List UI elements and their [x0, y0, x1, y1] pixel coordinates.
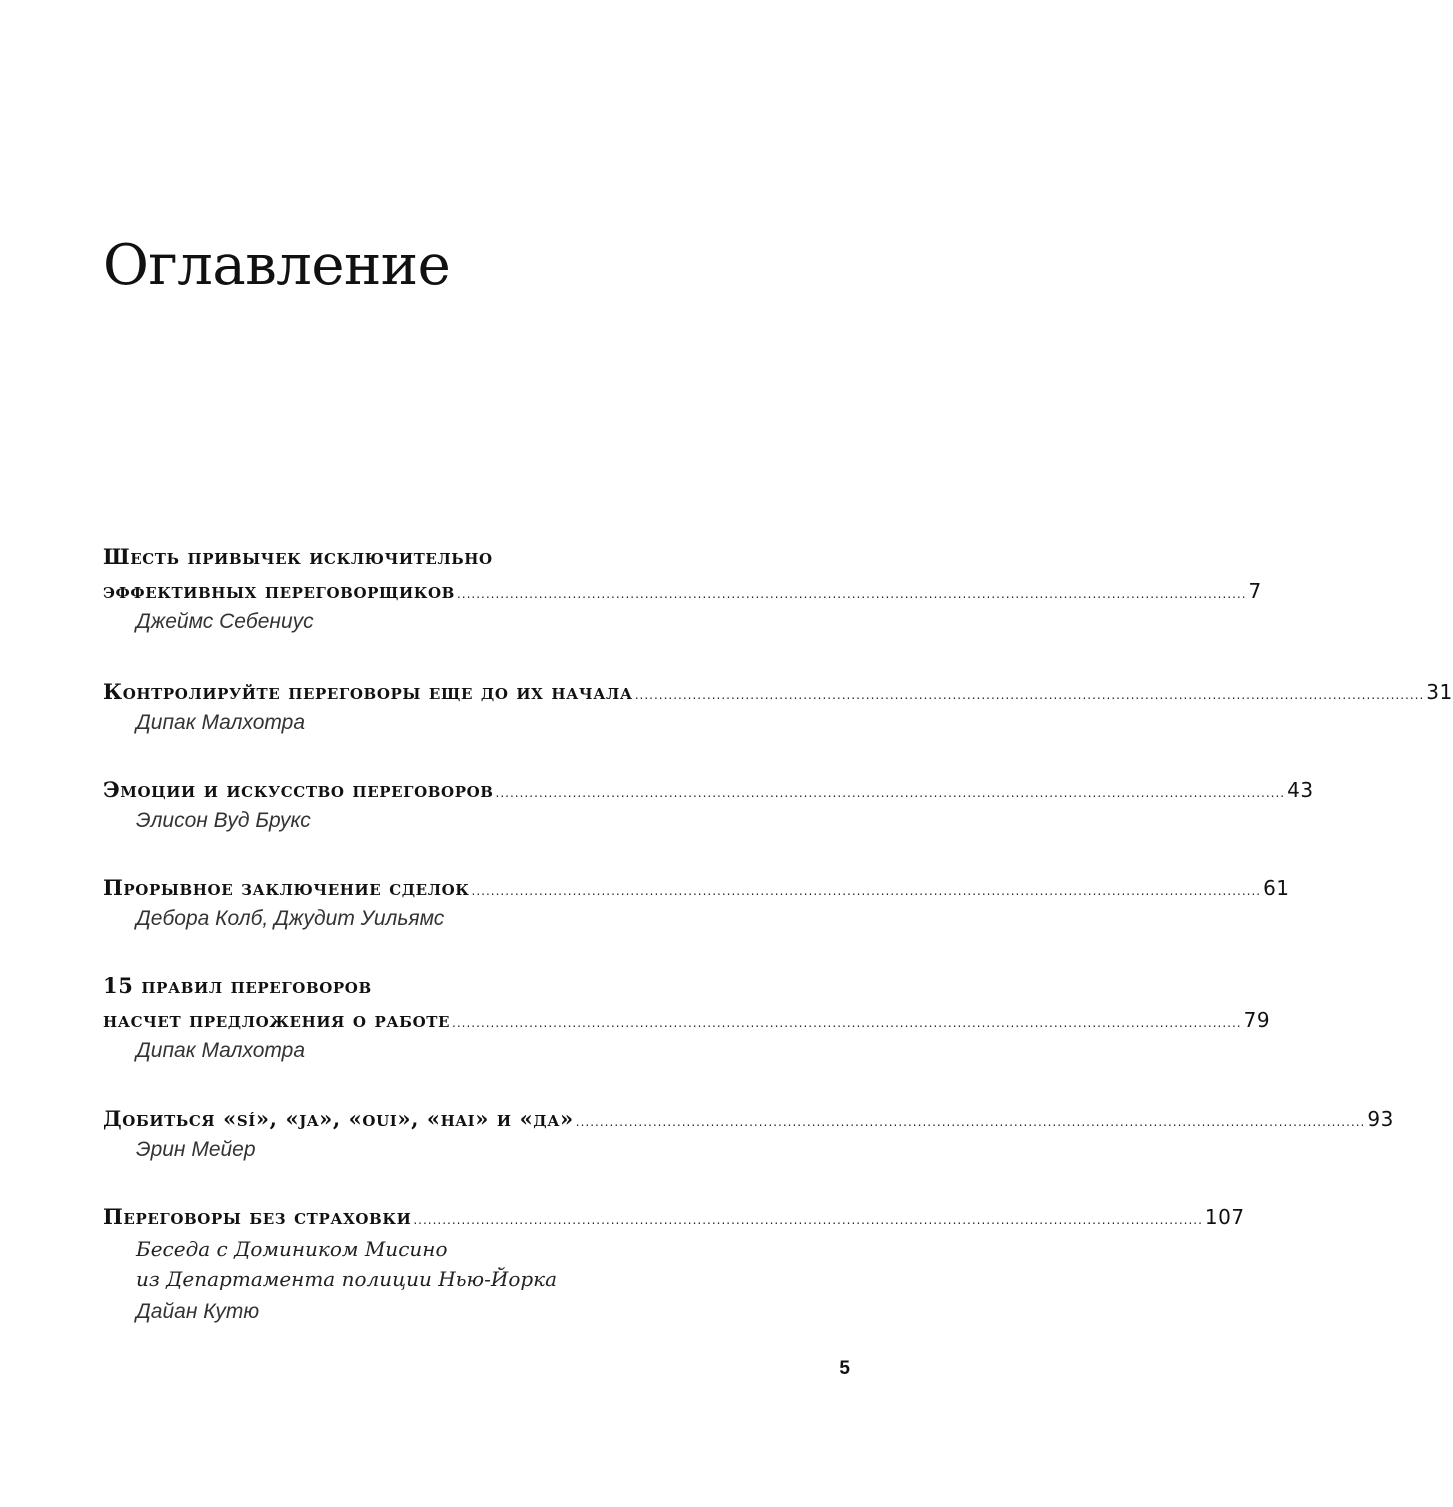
- toc-entry-title-line: [103, 969, 850, 1003]
- toc-entry-title-line: [103, 1003, 1271, 1037]
- toc-page-number: 43: [1287, 778, 1314, 802]
- toc-page-number: 7: [1248, 579, 1262, 603]
- table-of-contents: [103, 540, 1453, 1326]
- toc-entry-title-line: [103, 1200, 1245, 1234]
- dot-leader: ....................................................................................................................................................................: [471, 884, 1262, 898]
- toc-entry[interactable]: [103, 1200, 1245, 1326]
- toc-entry-title: 15 правил переговоров: [103, 973, 372, 998]
- toc-entry-title: Добиться «sí», «ja», «oui», «hai» и «да»: [103, 1106, 574, 1131]
- toc-entry-title: Прорывное заключение сделок: [103, 875, 470, 900]
- toc-entry-title: эффективных переговорщиков: [103, 578, 455, 603]
- toc-page-number: 61: [1263, 876, 1290, 900]
- toc-entry-title: Контролируйте переговоры еще до их начала: [103, 679, 633, 704]
- toc-entry[interactable]: [103, 773, 1314, 835]
- toc-entry-title-line: [103, 675, 1453, 709]
- toc-entry-author: Дипак Малхотра: [136, 711, 306, 734]
- toc-entry-title-line: [103, 574, 1262, 608]
- dot-leader: ....................................................................................................................................................................: [413, 1213, 1203, 1227]
- toc-entry-author: Дебора Колб, Джудит Уильямс: [136, 907, 445, 930]
- toc-entry-title: Эмоции и искусство переговоров: [103, 777, 494, 802]
- dot-leader: ....................................................................................................................................................................: [452, 1016, 1242, 1030]
- toc-entry-title: насчет предложения о работе: [103, 1007, 451, 1032]
- toc-entry-title-line: [103, 1102, 1394, 1136]
- toc-entry-title: Переговоры без страховки: [103, 1204, 412, 1229]
- toc-entry-author: Эрин Мейер: [136, 1138, 256, 1161]
- toc-entry-title-line: [103, 540, 850, 574]
- toc-entry-title-line: [103, 773, 1314, 807]
- dot-leader: ....................................................................................................................................................................: [634, 688, 1425, 702]
- toc-page-number: 107: [1204, 1205, 1245, 1229]
- toc-entry[interactable]: [103, 1102, 1394, 1164]
- toc-entry[interactable]: [103, 540, 1262, 636]
- toc-entry[interactable]: [103, 675, 1453, 737]
- toc-entry-author: Джеймс Себениус: [136, 610, 314, 633]
- page-number: 5: [839, 1358, 850, 1379]
- toc-entry-author: Элисон Вуд Брукс: [136, 809, 311, 832]
- toc-entry-note: из Департамента полиции Нью-Йорка: [136, 1267, 558, 1291]
- toc-entry[interactable]: [103, 969, 1271, 1065]
- toc-entry-author: Дайан Кутю: [136, 1300, 260, 1323]
- toc-entry-note: Беседа с Домиником Мисино: [136, 1237, 448, 1261]
- toc-page-number: 93: [1367, 1107, 1394, 1131]
- toc-entry-title-line: [103, 871, 1290, 905]
- page-title: Оглавление: [103, 233, 451, 298]
- toc-entry-title: Шесть привычек исключительно: [103, 544, 493, 569]
- dot-leader: ....................................................................................................................................................................: [495, 786, 1286, 800]
- toc-entry[interactable]: [103, 871, 1290, 933]
- toc-page-number: 31: [1426, 680, 1453, 704]
- toc-page-number: 79: [1243, 1008, 1271, 1032]
- toc-entry-author: Дипак Малхотра: [136, 1039, 306, 1062]
- dot-leader: ....................................................................................................................................................................: [456, 587, 1247, 601]
- dot-leader: ....................................................................................................................................................................: [575, 1115, 1366, 1129]
